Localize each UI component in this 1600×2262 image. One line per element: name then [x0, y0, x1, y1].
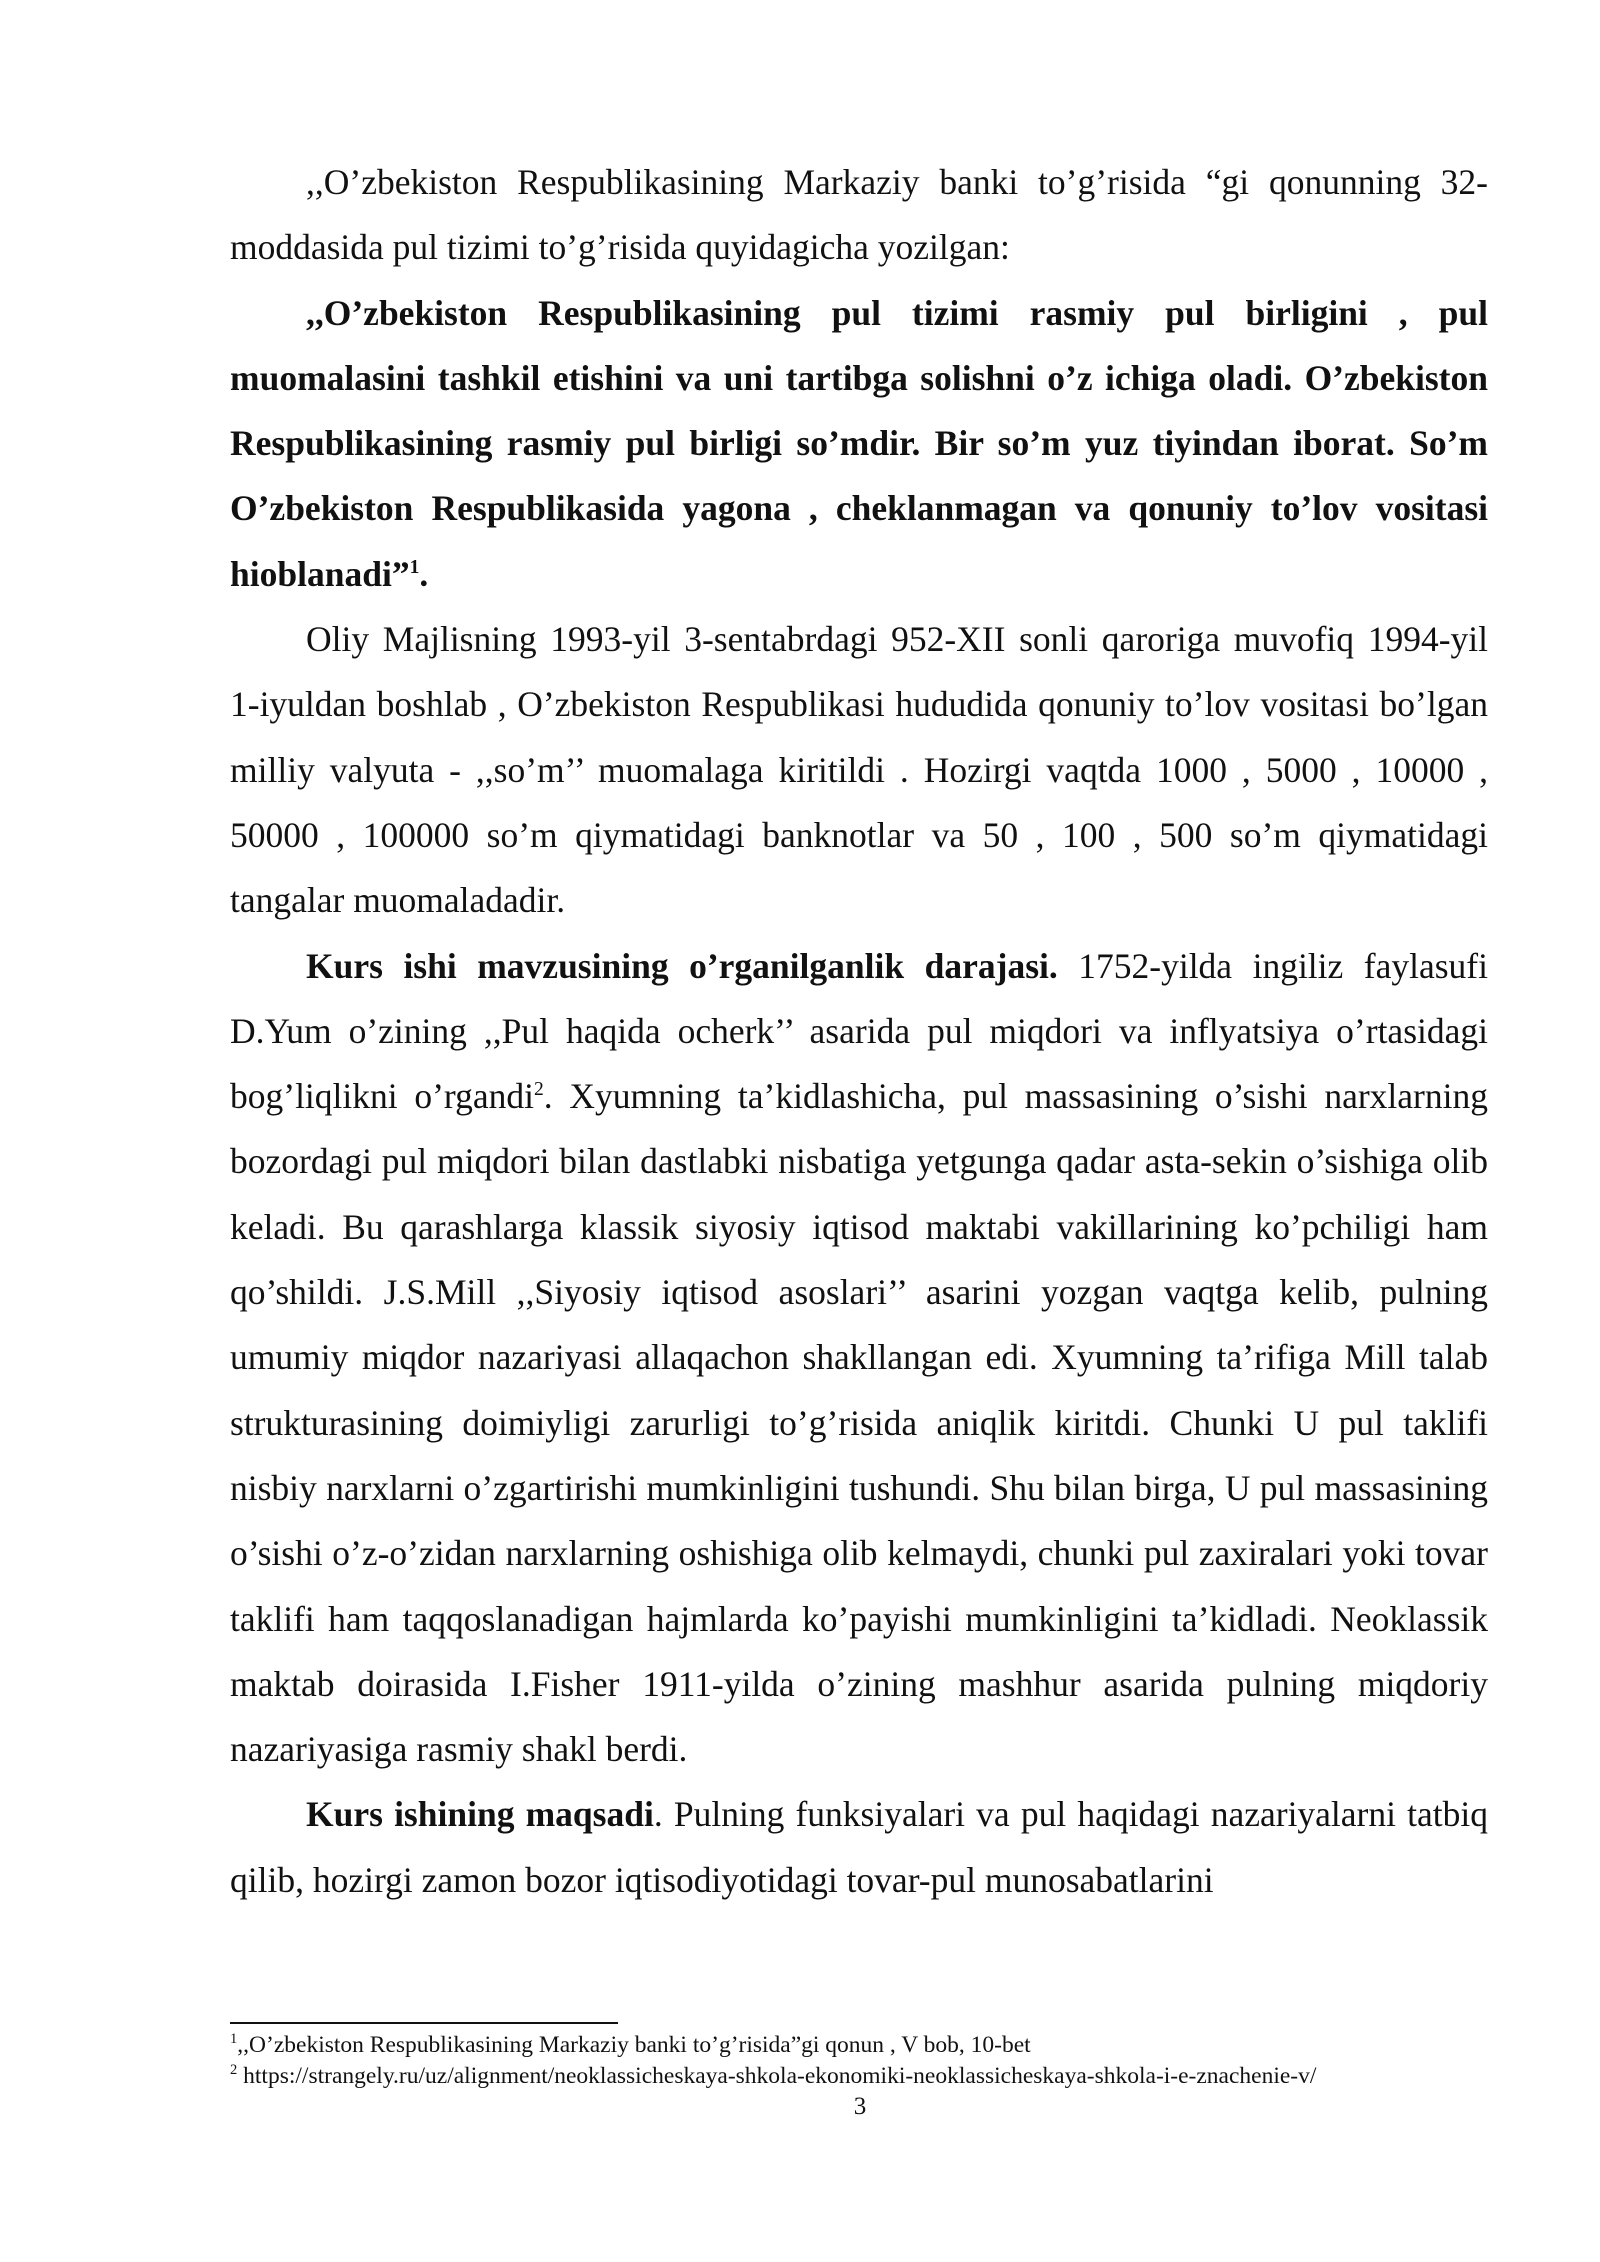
section-heading: Kurs ishi mavzusining o’rganilganlik darajasi. [306, 945, 1058, 986]
paragraph-research-level [230, 934, 1488, 1783]
footnotes [230, 2030, 1530, 2092]
section-heading: Kurs ishining maqsadi [306, 1794, 654, 1835]
footnote-link[interactable]: https://strangely.ru/uz/alignment/neoklassicheskaya-shkola-ekonomiki-neoklassicheskaya-shkola-i-e-znachenie-v/ [237, 2063, 1317, 2089]
paragraph-goal [230, 1782, 1488, 1913]
body-text [230, 150, 1488, 1913]
footnote-ref-1[interactable]: 1 [409, 556, 420, 578]
paragraph-law-quote [230, 281, 1488, 607]
paragraph-text: Oliy Majlisning 1993-yil 3-sentabrdagi 952-XII sonli qaroriga muvofiq 1994-yil 1-iyuldan boshlab , O’zbekiston Respublikasi hududida qonuniy to’lov vositasi bo’lgan milliy valyuta - ,,so’m’’ muomalaga kiritildi . Hozirgi vaqtda 1000 , 5000 , 10000 , 50000 , 100000 so’m qiymatidagi banknotlar va 50 , 100 , 500 so’m qiymatidagi tangalar muomaladadir. [230, 619, 1488, 921]
footnote-2 [230, 2061, 1530, 2092]
paragraph-text-continued: . Xyumning ta’kidlashicha, pul massasining o’sishi narxlarning bozordagi pul miqdori bilan dastlabki nisbatiga yetgunga qadar asta-sekin o’sishiga olib keladi. Bu qarashlarga klassik siyosiy iqtisod maktabi vakillarining ko’pchiligi ham qo’shildi. J.S.Mill ,,Siyosiy iqtisod asoslari’’ asarini yozgan vaqtga kelib, pulning umumiy miqdor nazariyasi allaqachon shakllangan edi. Xyumning ta’rifiga Mill talab strukturasining doimiyligi zarurligi to’g’risida aniqlik kiritdi. Chunki U pul taklifi nisbiy narxlarni o’zgartirishi mumkinligini tushundi. Shu bilan birga, U pul massasining o’sishi o’z-o’zidan narxlarning oshishiga olib kelmaydi, chunki pul zaxiralari yoki tovar taklifi ham taqqoslanadigan hajmlarda ko’payishi mumkinligini ta’kidladi. Neoklassik maktab doirasida I.Fisher 1911-yilda o’zining mashhur asarida pulning miqdoriy nazariyasiga rasmiy shakl berdi. [230, 1076, 1488, 1770]
footnote-1 [230, 2030, 1530, 2061]
footnote-number: 1 [230, 2031, 238, 2048]
quote-end: . [419, 553, 429, 594]
paragraph-law-intro [230, 150, 1488, 281]
footnote-number: 2 [230, 2062, 238, 2079]
footnote-separator [230, 2022, 618, 2024]
paragraph-currency [230, 607, 1488, 933]
paragraph-text: 1752-yilda ingiliz faylasufi D.Yum o’zining ,,Pul haqida ocherk’’ asarida pul miqdori va inflyatsiya o’rtasidagi bog’liqlikni o’rgandi [230, 945, 1488, 1117]
page-number: 3 [853, 2093, 867, 2120]
paragraph-text: ,,O’zbekiston Respublikasining Markaziy banki to’g’risida “gi qonunning 32-moddasida pul tizimi to’g’risida quyidagicha yozilgan: [230, 162, 1488, 268]
paragraph-text: . Pulning funksiyalari va pul haqidagi nazariyalarni tatbiq qilib, hozirgi zamon bozor iqtisodiyotidagi tovar-pul munosabatlarini [230, 1794, 1488, 1900]
footnote-ref-2[interactable]: 2 [533, 1079, 544, 1101]
footnote-text: ,,O’zbekiston Respublikasining Markaziy banki to’g’risida”gi qonun , V bob, 10-bet [237, 2032, 1031, 2058]
quote-text: ,,O’zbekiston Respublikasining pul tizimi rasmiy pul birligini , pul muomalasini tashkil etishini va uni tartibga solishni o’z ichiga oladi. O’zbekiston Respublikasining rasmiy pul birligi so’mdir. Bir so’m yuz tiyindan iborat. So’m O’zbekiston Respublikasida yagona , cheklanmagan va qonuniy to’lov vositasi hioblanadi” [230, 292, 1488, 594]
